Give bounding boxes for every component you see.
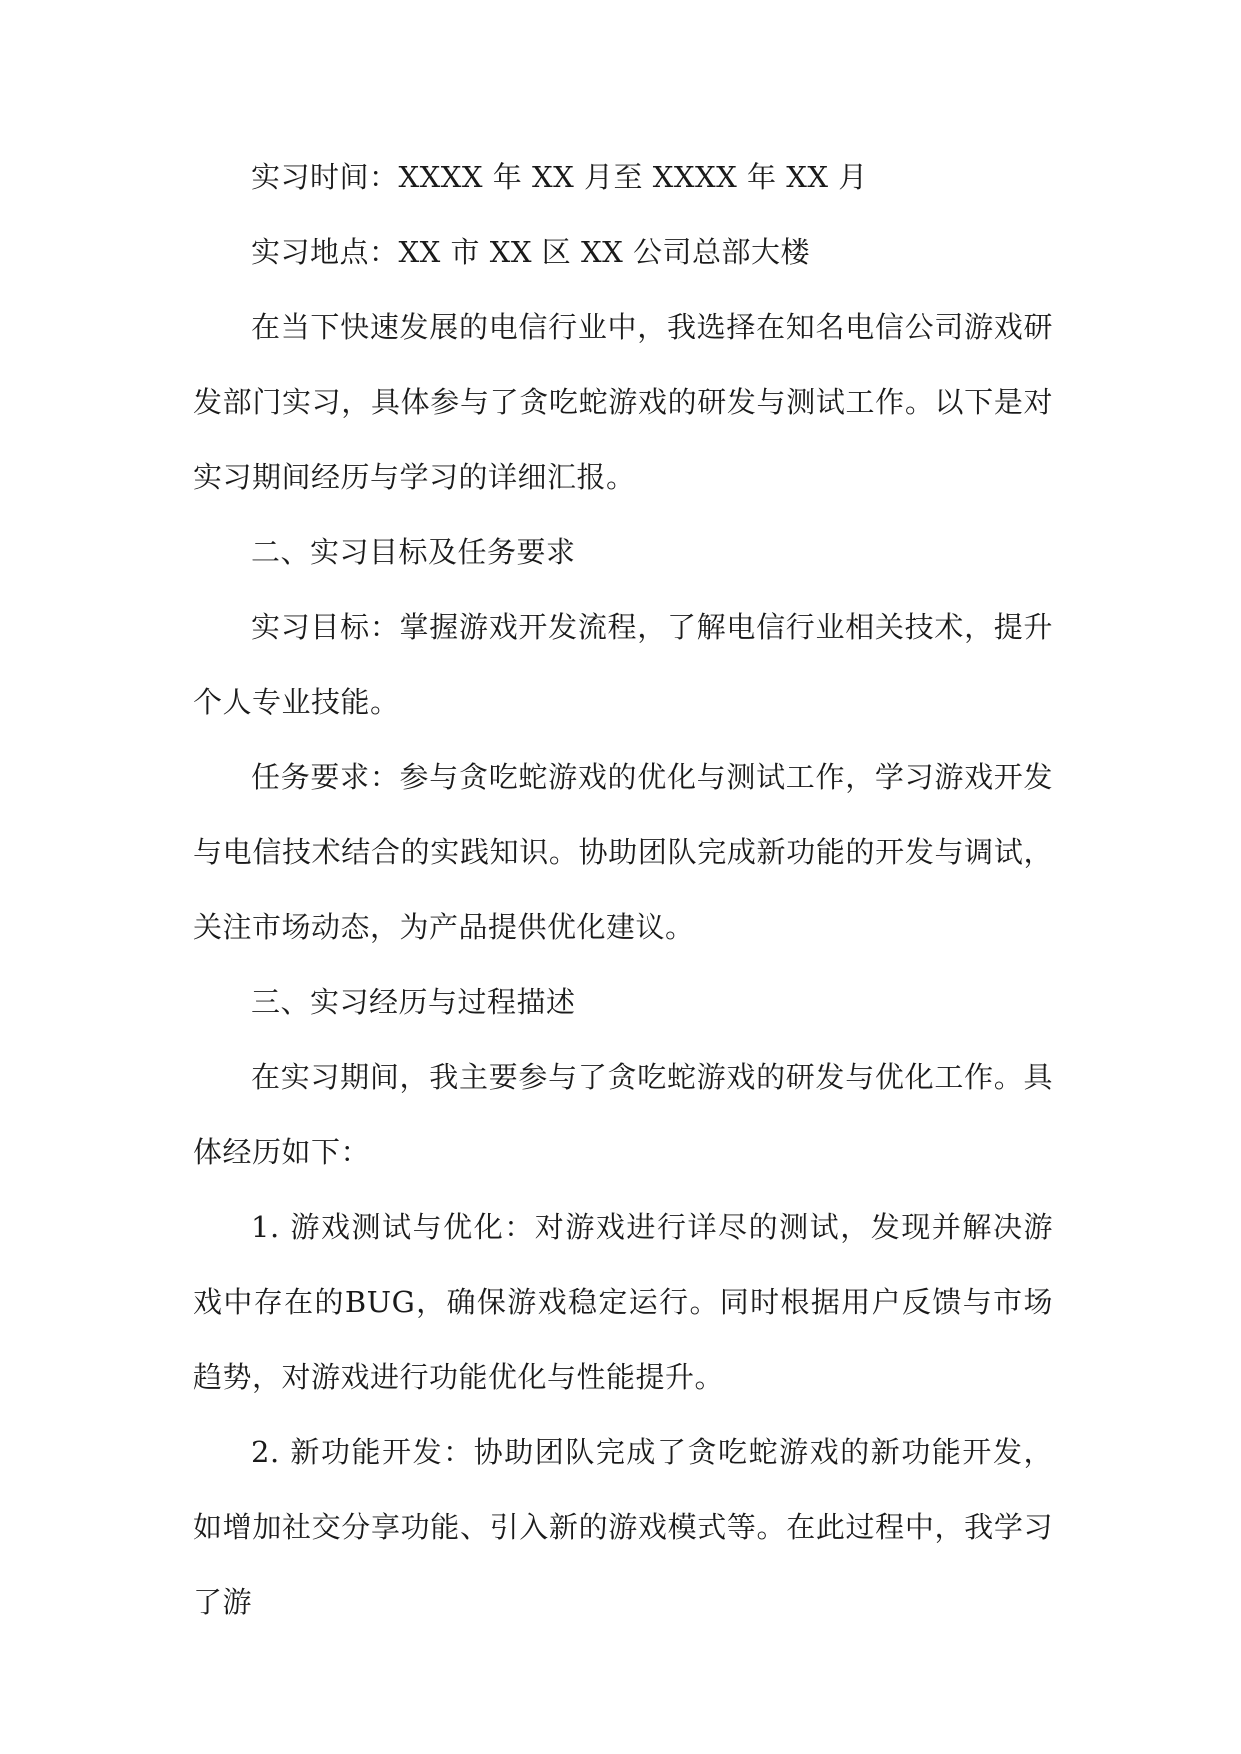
experience-intro: 在实习期间，我主要参与了贪吃蛇游戏的研发与优化工作。具体经历如下： [193, 1060, 1053, 1169]
internship-time: 实习时间：XXXX 年 XX 月至 XXXX 年 XX 月 [251, 160, 868, 194]
list-item-testing: 1. 游戏测试与优化：对游戏进行详尽的测试，发现并解决游戏中存在的BUG，确保游戏稳定运行。同时根据用户反馈与市场趋势，对游戏进行功能优化与性能提升。 [193, 1210, 1053, 1394]
list-item-new-features: 2. 新功能开发：协助团队完成了贪吃蛇游戏的新功能开发，如增加社交分享功能、引入新的游戏模式等。在此过程中，我学习了游 [193, 1435, 1053, 1619]
document-body [193, 140, 1053, 1640]
section-heading-experience: 三、实习经历与过程描述 [251, 985, 576, 1019]
task-requirements: 任务要求：参与贪吃蛇游戏的优化与测试工作，学习游戏开发与电信技术结合的实践知识。协助团队完成新功能的开发与调试，关注市场动态，为产品提供优化建议。 [193, 760, 1053, 944]
internship-goal: 实习目标：掌握游戏开发流程，了解电信行业相关技术，提升个人专业技能。 [193, 610, 1053, 719]
internship-location: 实习地点：XX 市 XX 区 XX 公司总部大楼 [251, 235, 810, 269]
section-heading-goals: 二、实习目标及任务要求 [251, 535, 576, 569]
intro-paragraph: 在当下快速发展的电信行业中，我选择在知名电信公司游戏研发部门实习，具体参与了贪吃蛇游戏的研发与测试工作。以下是对实习期间经历与学习的详细汇报。 [193, 310, 1053, 494]
